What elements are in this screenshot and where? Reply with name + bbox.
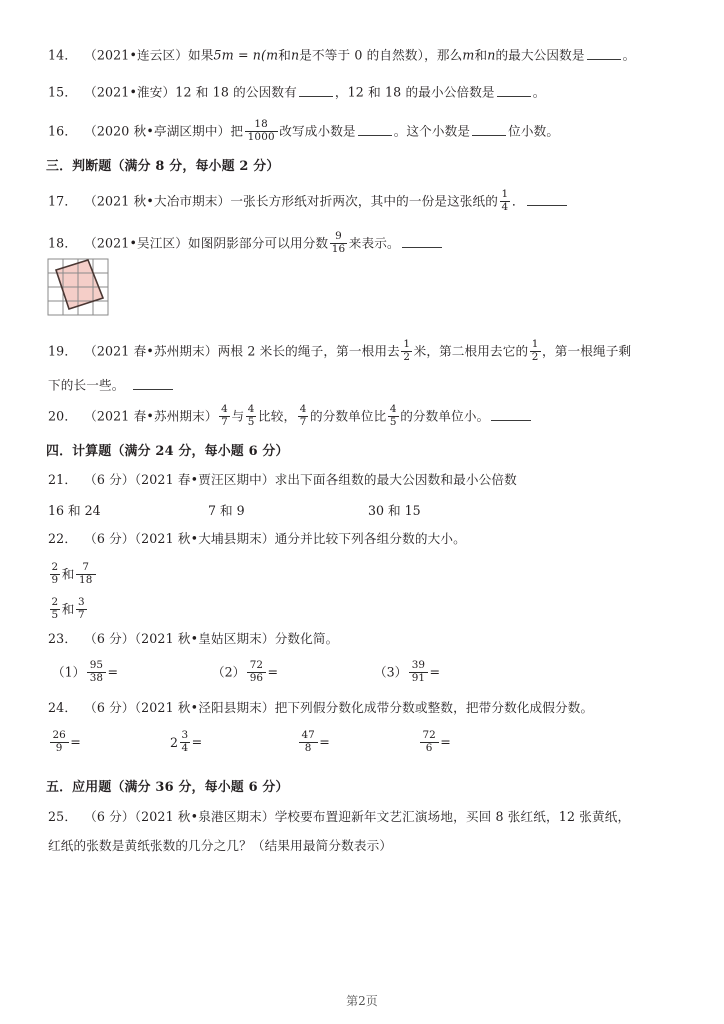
q23-item-2-numerator: 72 <box>249 659 263 672</box>
q22-row-2-left-denominator: 5 <box>51 608 59 621</box>
question-21 <box>48 474 517 487</box>
q16-source: （2020 秋•亭湖区期中） <box>84 123 231 139</box>
q23-item-3 <box>374 661 440 684</box>
q23-item-1-equals: = <box>107 664 118 680</box>
q24-item-2-denominator: 4 <box>181 741 189 754</box>
q21-number: 21． <box>48 472 78 487</box>
q22-row-1-left-numerator: 2 <box>51 561 59 574</box>
page-footer: 第2页 <box>346 994 378 1008</box>
q19-answer-blank[interactable] <box>133 378 173 390</box>
q20-text-b: 比较， <box>257 408 297 424</box>
section-heading-3: 三．判断题（满分 8 分，每小题 2 分） <box>46 159 280 174</box>
question-19-line-2 <box>48 378 175 392</box>
q19-number: 19． <box>48 343 78 359</box>
question-23 <box>48 633 338 646</box>
q20-fraction-d <box>388 404 399 427</box>
q15-text-a: 12 和 18 的公因数有 <box>175 84 297 100</box>
q14-text-d: 和 <box>474 47 488 63</box>
q24-item-4-numerator: 72 <box>422 729 436 742</box>
question-24 <box>48 702 593 715</box>
q22-row-2-left-numerator: 2 <box>51 596 59 609</box>
q22-row-2 <box>48 598 88 621</box>
q19-text-c: ，第一根绳子剩 <box>542 343 632 359</box>
q22-source: （2021 秋•大埔县期末） <box>134 531 275 546</box>
q24-item-3 <box>297 731 330 754</box>
q23-source: （2021 秋•皇姑区期末） <box>134 631 275 646</box>
q14-math-b: n <box>290 47 300 63</box>
question-17 <box>48 190 569 213</box>
q17-text-b: ． <box>511 193 525 209</box>
q20-fraction-a <box>219 404 230 427</box>
q20-fraction-a-denominator: 7 <box>221 415 228 428</box>
q17-fraction <box>500 189 511 212</box>
q18-text-b: 来表示。 <box>348 235 400 251</box>
q24-item-4 <box>418 731 451 754</box>
q23-item-1-label: （1） <box>52 664 86 680</box>
q20-fraction-b-numerator: 4 <box>247 403 255 416</box>
q16-text-d: 位小数。 <box>508 123 560 139</box>
q20-fraction-b <box>246 404 257 427</box>
q25-text-a: 学校要布置迎新年文艺汇演场地，买回 8 张红纸，12 张黄纸， <box>274 809 631 824</box>
q19-fraction-b-numerator: 1 <box>531 338 539 351</box>
q22-row-2-left-fraction <box>50 597 61 620</box>
q16-number: 16． <box>48 123 78 139</box>
q22-row-1-left-denominator: 9 <box>51 573 59 586</box>
q20-text-a: 与 <box>231 408 245 424</box>
q20-fraction-b-denominator: 5 <box>247 415 255 428</box>
q22-row-1 <box>48 563 97 586</box>
q18-number: 18． <box>48 235 78 251</box>
q23-item-1-denominator: 38 <box>87 672 106 684</box>
q17-answer-blank[interactable] <box>527 194 567 206</box>
q24-item-1 <box>48 731 81 754</box>
q23-item-3-equals: = <box>429 664 440 680</box>
q16-text-b: 改写成小数是 <box>279 123 356 139</box>
q23-item-3-numerator: 39 <box>411 659 425 672</box>
q17-fraction-numerator: 1 <box>501 188 509 201</box>
q22-row-2-right-numerator: 3 <box>78 596 85 609</box>
question-25-line-2: 红纸的张数是黄纸张数的几分之几？（结果用最简分数表示） <box>48 838 393 853</box>
question-16 <box>48 120 559 143</box>
question-20 <box>48 405 533 428</box>
q24-item-3-fraction <box>299 730 318 753</box>
q14-text-a: 如果 <box>188 47 214 63</box>
q24-item-1-numerator: 26 <box>52 729 66 742</box>
q22-points: （6 分） <box>84 531 135 546</box>
q23-item-1 <box>52 661 118 684</box>
q24-item-2-numerator: 3 <box>181 729 189 742</box>
q24-item-2-fraction <box>180 730 191 753</box>
q24-source: （2021 秋•泾阳县期末） <box>134 700 275 715</box>
q23-item-2-equals: = <box>267 664 278 680</box>
q23-number: 23． <box>48 631 78 646</box>
q24-text-a: 把下列假分数化成带分数或整数，把带分数化成假分数。 <box>274 700 594 715</box>
q14-math-a: 5m = n(m <box>213 47 279 63</box>
q21-text-a: 求出下面各组数的最大公因数和最小公倍数 <box>274 472 517 487</box>
q24-item-4-denominator: 6 <box>420 742 439 754</box>
q20-text-c: 的分数单位比 <box>309 408 387 424</box>
q14-text-e: 的最大公因数是 <box>495 47 585 63</box>
q25-source: （2021 秋•泉港区期末） <box>134 809 275 824</box>
q24-number: 24． <box>48 700 78 715</box>
question-14 <box>48 48 635 62</box>
q23-item-3-denominator: 91 <box>409 672 428 684</box>
q22-number: 22． <box>48 531 78 546</box>
q16-text-a: 把 <box>230 123 244 139</box>
q16-fraction-denominator: 1000 <box>245 131 278 143</box>
q25-number: 25． <box>48 809 78 824</box>
q18-answer-blank[interactable] <box>402 236 442 248</box>
q21-item-1: 16 和 24 <box>48 503 101 518</box>
q24-item-4-equals: = <box>440 734 451 750</box>
q25-points: （6 分） <box>84 809 135 824</box>
q22-row-1-right-numerator: 7 <box>82 561 90 574</box>
q14-text-b: 和 <box>278 47 291 63</box>
q19-fraction-a-denominator: 2 <box>403 350 411 363</box>
grid-square-svg <box>47 258 113 320</box>
q23-item-2-fraction <box>247 660 266 683</box>
q23-item-1-numerator: 95 <box>89 659 103 672</box>
q14-source: （2021•连云区） <box>84 47 189 63</box>
question-22 <box>48 533 466 546</box>
q14-end: 。 <box>622 47 636 63</box>
q18-fraction-denominator: 16 <box>331 242 346 255</box>
section-heading-5: 五．应用题（满分 36 分，每小题 6 分） <box>46 780 289 795</box>
q22-row-2-right-fraction <box>76 597 87 620</box>
q20-fraction-a-numerator: 4 <box>221 403 228 416</box>
q14-number: 14． <box>48 47 78 63</box>
q18-fraction <box>330 231 348 254</box>
q23-points: （6 分） <box>84 631 135 646</box>
q23-item-3-fraction <box>409 660 428 683</box>
q19-source: （2021 春•苏州期末） <box>84 343 218 359</box>
q23-item-2 <box>212 661 278 684</box>
question-18 <box>48 232 444 255</box>
q20-text-d: 的分数单位小。 <box>400 408 490 424</box>
q15-text-b: ，12 和 18 的最小公倍数是 <box>334 84 495 100</box>
q17-number: 17． <box>48 193 78 209</box>
q23-text-a: 分数化简。 <box>274 631 339 646</box>
q17-text-a: 一张长方形纸对折两次，其中的一份是这张纸的 <box>230 193 499 209</box>
q22-row-2-right-denominator: 7 <box>78 608 85 621</box>
q20-fraction-c <box>298 404 309 427</box>
q20-number: 20． <box>48 408 78 424</box>
q17-fraction-denominator: 4 <box>501 200 509 213</box>
q18-source: （2021•吴江区） <box>84 235 189 251</box>
q24-item-3-denominator: 8 <box>299 742 318 754</box>
q23-item-1-fraction <box>87 660 106 683</box>
q24-item-1-fraction <box>50 730 69 753</box>
q23-item-2-label: （2） <box>212 664 246 680</box>
q24-item-3-numerator: 47 <box>301 729 315 742</box>
q14-math-d: n <box>487 47 496 63</box>
q18-fraction-numerator: 9 <box>335 230 342 243</box>
section-heading-4: 四．计算题（满分 24 分，每小题 6 分） <box>46 444 289 459</box>
q19-fraction-a <box>401 339 412 362</box>
question-25-line-1 <box>48 811 630 824</box>
q15-number: 15． <box>48 84 78 100</box>
q20-fraction-d-numerator: 4 <box>389 403 397 416</box>
q16-fraction <box>245 119 278 142</box>
q15-end: 。 <box>532 84 546 100</box>
q24-item-1-denominator: 9 <box>50 742 69 754</box>
q20-source: （2021 春•苏州期末） <box>84 408 218 424</box>
q19-fraction-b-denominator: 2 <box>531 350 539 363</box>
q24-item-2 <box>170 731 202 754</box>
q24-item-3-equals: = <box>319 734 330 750</box>
q24-points: （6 分） <box>84 700 135 715</box>
q23-item-2-denominator: 96 <box>247 672 266 684</box>
q21-item-2: 7 和 9 <box>208 503 245 518</box>
q15-answer-blank-1[interactable] <box>299 85 333 97</box>
q24-item-2-equals: = <box>191 734 203 750</box>
question-19-line-1 <box>48 340 631 363</box>
q14-answer-blank[interactable] <box>587 48 621 60</box>
q21-source: （2021 春•贾汪区期中） <box>134 472 275 487</box>
q14-math-c: m <box>462 47 475 63</box>
q19-text-d: 下的长一些。 <box>48 377 125 393</box>
q24-item-1-equals: = <box>70 734 81 750</box>
q22-row-1-right-fraction <box>76 562 96 585</box>
q19-fraction-b <box>530 339 541 362</box>
q17-source: （2021 秋•大冶市期末） <box>84 193 231 209</box>
q22-row-2-conj: 和 <box>61 601 75 617</box>
q16-fraction-numerator: 18 <box>254 118 268 131</box>
q22-text-a: 通分并比较下列各组分数的大小。 <box>274 531 466 546</box>
shaded-grid-square-figure <box>47 258 113 324</box>
q19-text-b: 米，第二根用去它的 <box>413 343 529 359</box>
q20-fraction-c-numerator: 4 <box>299 403 307 416</box>
q15-source: （2021•淮安） <box>84 84 176 100</box>
q19-fraction-a-numerator: 1 <box>403 338 411 351</box>
q18-text-a: 如图阴影部分可以用分数 <box>188 235 329 251</box>
question-15 <box>48 85 545 99</box>
q22-row-1-conj: 和 <box>61 566 75 582</box>
q16-answer-blank-2[interactable] <box>472 124 506 136</box>
q16-answer-blank-1[interactable] <box>358 124 392 136</box>
q23-item-3-label: （3） <box>374 664 408 680</box>
q14-text-c: 是不等于 0 的自然数），那么 <box>299 47 463 63</box>
q22-row-1-right-denominator: 18 <box>76 574 96 586</box>
q24-item-2-whole: 2 <box>170 734 179 750</box>
q19-text-a: 两根 2 米长的绳子，第一根用去 <box>217 343 400 359</box>
q22-row-1-left-fraction <box>50 562 61 585</box>
q20-fraction-d-denominator: 5 <box>389 415 397 428</box>
q24-item-4-fraction <box>420 730 439 753</box>
q16-text-c: 。这个小数是 <box>393 123 471 139</box>
q21-points: （6 分） <box>84 472 135 487</box>
q20-fraction-c-denominator: 7 <box>299 415 307 428</box>
q21-item-3: 30 和 15 <box>368 503 421 518</box>
q20-answer-blank[interactable] <box>491 409 531 421</box>
q15-answer-blank-2[interactable] <box>497 85 531 97</box>
